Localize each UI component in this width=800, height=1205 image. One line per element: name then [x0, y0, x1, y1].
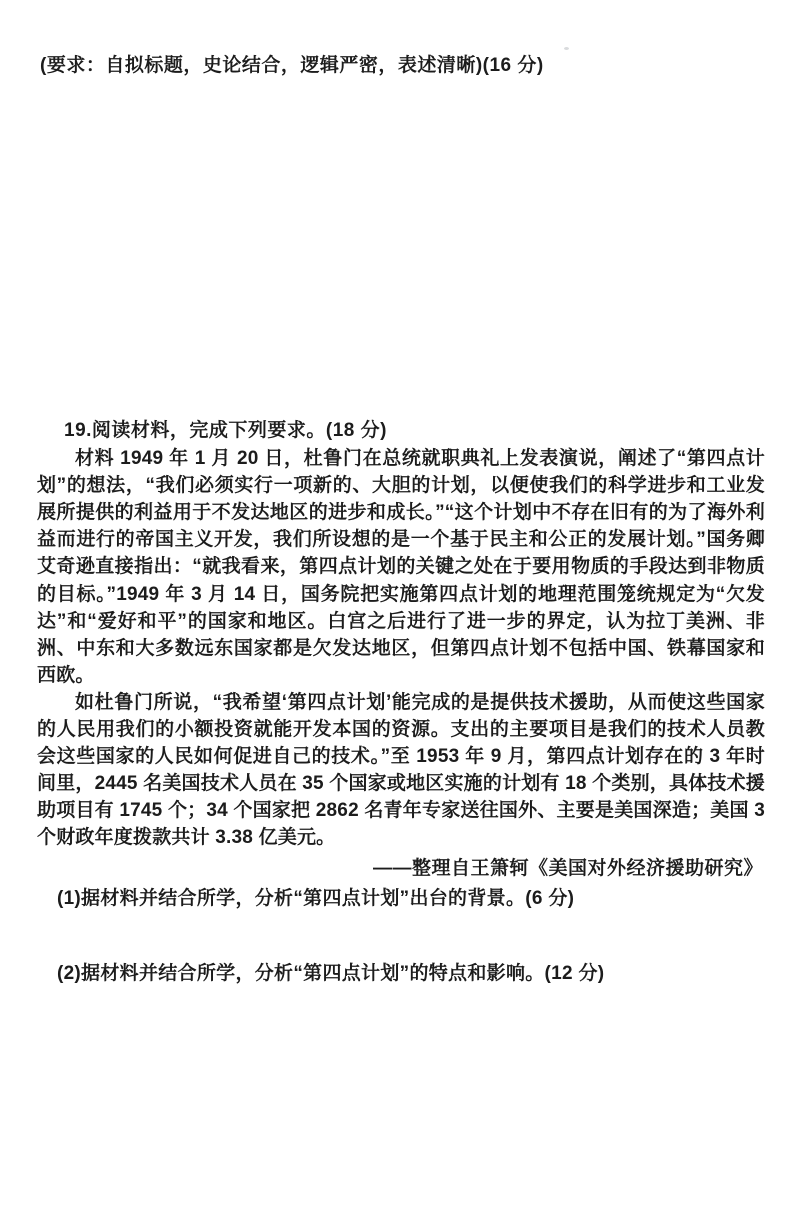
material-paragraph-1: 材料 1949 年 1 月 20 日，杜鲁门在总统就职典礼上发表演说，阐述了“第四点计划”的想法，“我们必须实行一项新的、大胆的计划，以便使我们的科学进步和工业发展所提供的利益用于不发达地区的进步和成长。”“这个计划中不存在旧有的为了海外利益而进行的帝国主义开发，我们所设想的是一个基于民主和公正的发展计划。”国务卿艾奇逊直接指出：“就我看来，第四点计划的关键之处在于要用物质的手段达到非物质的目标。”1949 年 3 月 14 日，国务院把实施第四点计划的地理范围笼统规定为“欠发达”和“爱好和平”的国家和地区。白宫之后进行了进一步的界定，认为拉丁美洲、非洲、中东和大多数远东国家都是欠发达地区，但第四点计划不包括中国、铁幕国家和西欧。: [37, 448, 765, 686]
question-19-block: [37, 417, 765, 987]
sub-question-2: (2)据材料并结合所学，分析“第四点计划”的特点和影响。(12 分): [56, 962, 605, 984]
material-paragraph-2: 如杜鲁门所说，“我希望‘第四点计划’能完成的是提供技术援助，从而使这些国家的人民用我们的小额投资就能开发本国的资源。支出的主要项目是我们的技术人员教会这些国家的人民如何促进自己的技术。”至 1953 年 9 月，第四点计划存在的 3 年时间里，2445 名美国技术人员在 35 个国家或地区实施的计划有 18 个类别，具体技术援助项目有 1745 个；34 个国家把 2862 名青年专家送往国外、主要是美国深造；美国 3 个财政年度拨款共计 3.38 亿美元。: [37, 691, 765, 849]
question-19-heading: 19.阅读材料，完成下列要求。(18 分): [64, 420, 387, 441]
source-attribution: ——整理自王箫轲《美国对外经济援助研究》: [372, 857, 763, 879]
scan-speck-artifact: [564, 47, 569, 50]
essay-requirement-line: (要求：自拟标题，史论结合，逻辑严密，表述清晰)(16 分): [40, 55, 544, 76]
sub-question-1: (1)据材料并结合所学，分析“第四点计划”出台的背景。(6 分): [56, 887, 575, 909]
